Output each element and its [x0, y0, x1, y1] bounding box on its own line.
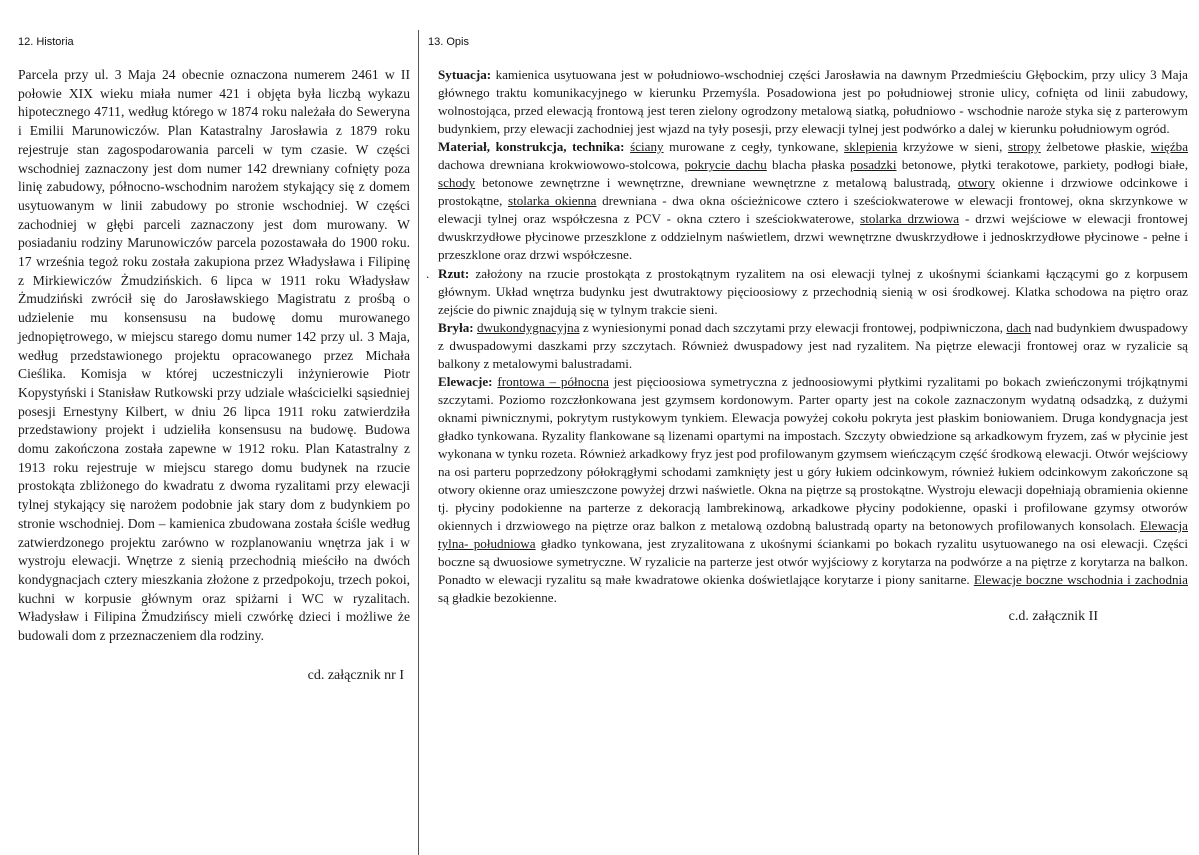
material-term: schody: [438, 175, 476, 191]
material-term: stolarka drzwiowa: [860, 211, 960, 227]
massing-label: Bryła:: [438, 319, 474, 335]
material-label: Materiał, konstrukcja, technika:: [438, 139, 625, 155]
material-term: stolarka okienna: [507, 193, 597, 209]
massing-paragraph: [438, 319, 1188, 373]
facade-front-text: jest pięcioosiowa symetryczna z jednoosiowymi płytkimi ryzalitami po bokach zwieńczonymi trójkątnymi szczytami. Poziomo rozczłonkowana jest gzymsem kordonowym. Parter oparty jest na cokole zaznaczonym wydatną odsadzką, z dużymi oknami piwnicznymi, pokrytym rustykowym tynkiem. Elewacja powyżej cokołu pokryta jest płaskim boniowaniem. Druga kondygnacja jest gładko tynkowana. Ryzality flankowane są lizenami opartymi na impostach. Szczyty obwiedzione są arkadkowym fryzem, zaś w płycinie jest wykonana w tynku rozeta. Również arkadkowy fryz jest pod profilowanym gzymsem wieńczącym część środkową elewacji. Otwór wejściowy na osi parteru poprzedzony półokrągłymi schodami zamknięty jest u góry łukiem odcinkowym, również łukiem odcinkowym zakończone są otwory okienne oraz umieszczone powyżej drzwi naświetle. Okna na piętrze są prostokątne. Wystroju elewacji dopełniają obramienia okienne tj. płyciny podokienne na parterze z dekoracją lambrekinową, arkadkowe płyciny podokienne, opaski i profilowane gzymsy otworów okiennych i drzwiowego na piętrze oraz balkon z metalową ozdobną balustradą oparty na betonowych profilowanych konsolach.: [438, 373, 1189, 534]
massing-term-roof: dach: [1006, 319, 1032, 335]
description-column: [428, 36, 1188, 625]
material-term-text: blacha płaska: [766, 157, 851, 173]
history-column: [18, 36, 410, 684]
material-term-text: - drzwi wejściowe w elewacji frontowej dwuskrzydłowe płycinowe przeszklone z oddzielnym naświetlem, drzwi wewnętrzne dwuskrzydłowe i jednoskrzydłowe płycinowe - pełne i przeszklone oraz drzwi współczesne.: [438, 211, 1188, 263]
material-term-text: krzyżowe w sieni,: [897, 139, 1008, 155]
description-annex-note: c.d. załącznik II: [1008, 609, 1098, 625]
facade-side-text: są gładkie bezokienne.: [438, 590, 557, 606]
column-divider: [418, 30, 419, 855]
material-term-text: żelbetowe płaskie,: [1040, 139, 1151, 155]
facade-rear-term: Elewacja tylna- południowa: [438, 518, 1188, 552]
facade-rear-text: gładko tynkowana, jest zryzalitowana z ukośnymi ściankami po bokach ryzalitu usytuowanego na osi elewacji. Części boczne są dwuosiowe symetryczne. W ryzalicie na parterze jest otwór wyjściowy z korytarza na podwórze a na piętrze z korytarza na balkon. Ponadto w elewacji ryzalitu są małe kwadratowe okienka doświetlające korytarze i piony sanitarne.: [438, 536, 1188, 588]
material-term: więźba: [1150, 139, 1189, 155]
material-term: sklepienia: [844, 139, 898, 155]
material-term-text: dachowa drewniana krokwiowowo-stolcowa,: [438, 157, 685, 173]
massing-term-storeys: dwukondygnacyjna: [476, 319, 580, 335]
material-term: otwory: [957, 175, 995, 191]
material-term-text: murowane z cegły, tynkowane,: [663, 139, 845, 155]
material-term: posadzki: [850, 157, 897, 173]
material-term: stropy: [1007, 139, 1041, 155]
description-body: [426, 66, 1189, 607]
facades-label: Elewacje:: [438, 373, 493, 389]
material-paragraph: [438, 138, 1188, 264]
material-term-text: drewniana - dwa okna ościeżnicowe cztero i sześciokwaterowe w elewacji frontowej, okna skrzynkowe w elewacji tylnej oraz współczesna z PCV - okna cztero i sześciokwaterowe,: [438, 193, 1189, 227]
material-parts: [438, 139, 1188, 262]
plan-text: założony na rzucie prostokąta z prostokątnym ryzalitem na osi elewacji tylnej z ukośnymi ściankami łączącymi go z korpusem głównym. Układ wnętrza budynku jest dwutraktowy pięcioosiowy z przechodnią sienią w osi środkowej. Klatka schodowa na piętro oraz zejście do piwnic znajdują się w tylnym trakcie sieni.: [438, 265, 1188, 317]
history-text: Parcela przy ul. 3 Maja 24 obecnie oznaczona numerem 2461 w II połowie XIX wieku miała numer 421 i objęta była liczbą wykazu hipotecznego 4711, według którego w 1874 roku należała do Seweryna i Emilii Marunowiczów. Plan Katastralny Jarosławia z 1879 roku rejestruje stan zagospodarowania parceli w tym czasie. W części wschodniej zaznaczony jest dom numer 142 drewniany cofnięty poza linię zabudowy, północno-wschodnim narożem stykający się z domem usytuowanym w linii zabudowy po stronie wschodniej. W części zachodniej w głębi parceli zaznaczony jest dom murowany. W posiadaniu rodziny Marunowiczów parcela pozostawała do 1900 roku. 17 września tegoż roku została zakupiona przez Władysława i Filipinę z Mirkiewiczów Żmudzińskich. 6 lipca w 1911 roku Władysław Żmudziński zwrócił się do Jarosławskiego Magistratu z prośbą o udzielenie mu konsensusu na budowę domu murowanego jednopiętrowego, w miejscu starego domu numer 142 przy ul. 3 Maja, według przedstawionego projektu opracowanego przez Michała Cieślika. Komisja w której uczestniczyli inżynierowie Piotr Kopystyński i Stanisław Rutkowski przy udziale właścicielki sąsiedniej posesji Ernestyny Kilbert, w dniu 26 lipca 1911 roku zatwierdziła przedstawiony projekt i udzieliła konsensusu na budowę. Budowa domu zakończona została zapewne w 1912 roku. Plan Katastralny z 1913 roku rejestruje w miejscu starego domu budynek na rzucie prostokąta zbliżonego do kwadratu z dwoma ryzalitami przy elewacji tylnej stykający się narożem podobnie jak stary dom z budynkiem po stronie wschodniej. Dom – kamienica zbudowana została ściśle według zatwierdzonego projektu zarówno w rozplanowaniu wnętrza jak i w wystroju elewacji. Wnętrze z sienią przechodnią mieściło na dwóch kondygnacjach cztery mieszkania złożone z przedpokoju, trzech pokoi, kuchni w korpusie głównym oraz spiżarni i WC w ryzalitach. Władysław i Filipina Żmudzińscy mieli czwórkę dzieci i możliwe że budowali dom z przeznaczeniem dla rodziny.: [18, 67, 410, 644]
plan-label: Rzut:: [438, 265, 470, 281]
material-term-text: betonowe zewnętrzne i wewnętrzne, drewniane wewnętrzne z metalową balustradą,: [475, 175, 958, 191]
bullet-dot: .: [426, 265, 430, 281]
massing-text-1: z wyniesionymi ponad dach szczytami przy elewacji frontowej, podpiwniczona,: [579, 319, 1007, 335]
material-term: ściany: [630, 139, 664, 155]
description-heading: 13. Opis: [428, 36, 469, 48]
material-term: pokrycie dachu: [684, 157, 767, 173]
history-heading: 12. Historia: [18, 36, 74, 48]
plan-paragraph: [426, 265, 1188, 319]
facades-paragraph: [438, 373, 1188, 608]
situation-label: Sytuacja:: [438, 67, 492, 82]
material-term-text: betonowe, płytki terakotowe, parkiety, podłogi białe,: [896, 157, 1188, 173]
history-annex-note: cd. załącznik nr I: [307, 667, 404, 683]
massing-text-2: nad budynkiem dwuspadowy z dwuspadowymi daszkami przy szczytach. Również dwuspadowy jest nad ryzalitem. Na piętrze elewacji frontowej oraz w ryzalicie są balkony z metalowymi balustradami.: [438, 319, 1188, 371]
situation-text: kamienica usytuowana jest w południowo-wschodniej części Jarosławia na dawnym Przedmieściu Głębockim, przy ulicy 3 Maja głównego traktu komunikacyjnego w kierunku Przemyśla. Posadowiona jest po południowej stronie ulicy, cofnięta od linii zabudowy, wolnostojąca, przed elewacją frontową jest teren zielony ogrodzony metalową siatką, południowo - wschodnie naroże styka się z parterowym budynkiem, przy elewacji zachodniej jest wjazd na tyły posesji, przy elewacji tylnej jest podwórko a dalej w kierunku południowym ogród.: [438, 67, 1188, 137]
situation-paragraph: [438, 66, 1188, 138]
facade-front-term: frontowa – północna: [497, 373, 609, 389]
facade-side-term: Elewacje boczne wschodnia i zachodnia: [973, 572, 1188, 588]
material-term-text: okienne i drzwiowe odcinkowe i prostokątne,: [438, 175, 1188, 209]
